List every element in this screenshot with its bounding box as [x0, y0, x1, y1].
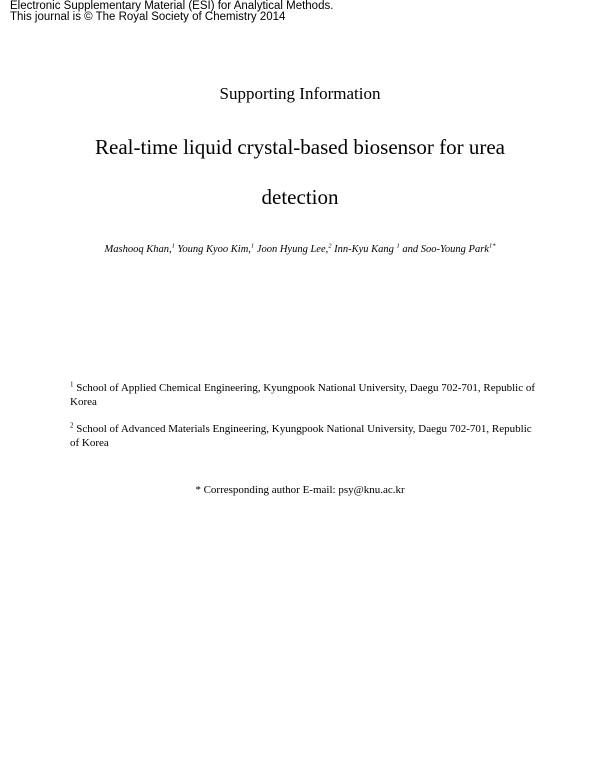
author-name: Joon Hyung Lee, — [254, 244, 329, 255]
paper-title-line-1: Real-time liquid crystal-based biosensor for urea — [95, 135, 505, 159]
affiliation-1 — [70, 381, 540, 409]
author-affiliation-mark: 1 — [171, 242, 175, 250]
affiliation-text: School of Advanced Materials Engineering, Kyungpook National University, Daegu 702-701, Republic of Korea — [70, 423, 532, 449]
author-affiliation-mark: 1 — [250, 242, 255, 250]
author-affiliation-mark: 1* — [488, 242, 496, 250]
author-affiliation-mark: 2 — [328, 242, 332, 250]
author-name: Young Kyoo Kim, — [174, 244, 251, 255]
paper-title-line-2: detection — [261, 185, 339, 209]
affiliation-text: School of Applied Chemical Engineering, Kyungpook National University, Daegu 702-701, Republic of Korea — [70, 382, 536, 408]
journal-header-line-2: This journal is © The Royal Society of Chemistry 2014 — [10, 11, 286, 23]
affiliation-mark: 2 — [70, 421, 74, 430]
affiliation-mark: 1 — [70, 380, 74, 389]
author-name: Mashooq Khan, — [104, 244, 172, 255]
supporting-information-label: Supporting Information — [219, 84, 381, 103]
author-name: and Soo-Young Park — [399, 244, 489, 255]
affiliation-2 — [70, 422, 540, 450]
author-name: Inn-Kyu Kang — [331, 244, 397, 255]
corresponding-author-email: * Corresponding author E-mail: psy@knu.ac.kr — [195, 484, 405, 496]
author-affiliation-mark: 1 — [396, 242, 400, 250]
author-list — [0, 243, 600, 257]
journal-header-line-1: Electronic Supplementary Material (ESI) for Analytical Methods. — [10, 0, 334, 12]
